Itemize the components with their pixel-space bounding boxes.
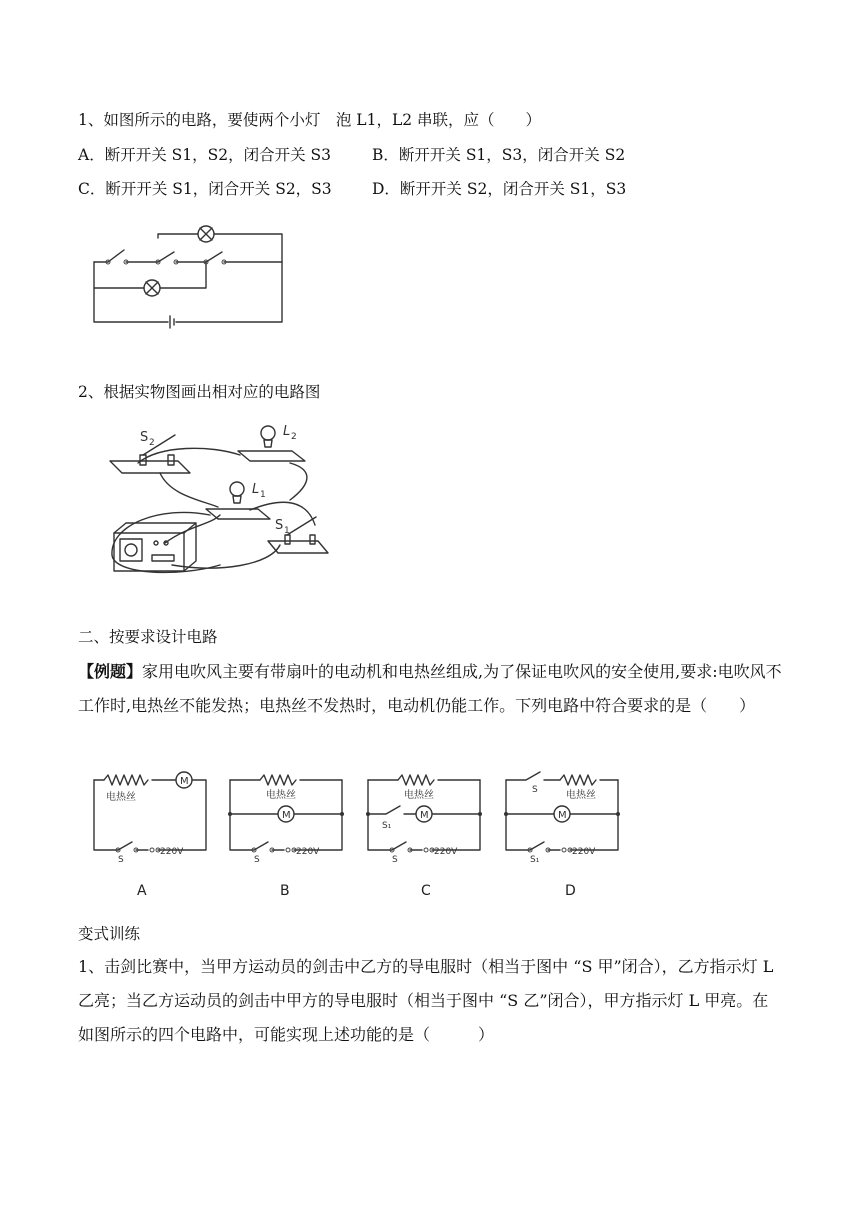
svg-text:1: 1	[260, 490, 266, 500]
caption-d: D	[565, 883, 576, 899]
q2-physical-circuit	[100, 415, 340, 580]
svg-text:2: 2	[149, 438, 155, 448]
svg-text:S: S	[392, 855, 398, 865]
circuit-a-motor: M	[180, 776, 189, 787]
example-text: 家用电吹风主要有带扇叶的电动机和电热丝组成,为了保证电吹风的安全使用,要求:电吹风不工作时,电热丝不能发热；电热丝不发热时，电动机仍能工作。下列电路中符合要求的是（ ）	[78, 662, 782, 715]
svg-text:S₁: S₁	[382, 821, 392, 831]
caption-a: A	[137, 883, 147, 899]
q1-option-d: D．断开开关 S2，闭合开关 S1，S3	[372, 180, 627, 198]
variant-heading: 变式训练	[78, 925, 141, 943]
q1-option-c: C．断开开关 S1，闭合开关 S2，S3	[78, 180, 332, 198]
variant-q1-text: 1、击剑比赛中，当甲方运动员的剑击中乙方的导电服时（相当于图中 “S 甲”闭合），乙方指示灯 L 乙亮；当乙方运动员的剑击中甲方的导电服时（相当于图中 “S 乙”闭合），甲方指示灯 L 甲亮。在如图所示的四个电路中，可能实现上述功能的是（ ）	[78, 957, 774, 1044]
q2-stem: 2、根据实物图画出相对应的电路图	[78, 383, 321, 401]
svg-text:S: S	[254, 855, 260, 865]
svg-text:S: S	[118, 855, 124, 865]
svg-text:220V: 220V	[572, 847, 596, 857]
q1-circuit-diagram	[86, 222, 296, 332]
circuit-a-heater: 电热丝	[106, 792, 136, 803]
svg-text:220V: 220V	[434, 847, 458, 857]
svg-text:电热丝: 电热丝	[404, 790, 434, 801]
q2-label-l1: L	[252, 482, 260, 497]
circuit-a	[92, 770, 212, 865]
svg-text:M: M	[282, 810, 291, 821]
svg-text:M: M	[420, 810, 429, 821]
q2-label-s2: S	[140, 430, 149, 445]
q2-label-l2: L	[283, 424, 291, 439]
example-paragraph	[78, 655, 784, 723]
caption-c: C	[421, 883, 431, 899]
q1-option-a: A．断开开关 S1，S2，闭合开关 S3	[78, 146, 331, 164]
svg-text:S₁: S₁	[530, 855, 540, 865]
q1-stem: 1、如图所示的电路，要使两个小灯 泡 L1，L2 串联，应（ ）	[78, 111, 542, 129]
svg-text:电热丝: 电热丝	[566, 790, 596, 801]
svg-text:220V: 220V	[296, 847, 320, 857]
q1-option-b: B．断开开关 S1，S3，闭合开关 S2	[372, 146, 626, 164]
svg-text:1: 1	[284, 526, 290, 536]
circuit-c	[366, 770, 486, 865]
svg-text:M: M	[558, 810, 567, 821]
caption-b: B	[280, 883, 290, 899]
circuit-b	[228, 770, 348, 865]
svg-text:电热丝: 电热丝	[266, 790, 296, 801]
section2-heading: 二、按要求设计电路	[78, 628, 218, 646]
circuit-d	[504, 770, 624, 865]
svg-text:2: 2	[291, 432, 297, 442]
example-tag: 【例题】	[78, 662, 143, 681]
svg-text:220V: 220V	[160, 847, 184, 857]
svg-text:S: S	[532, 785, 538, 795]
q2-label-s1: S	[275, 518, 284, 533]
